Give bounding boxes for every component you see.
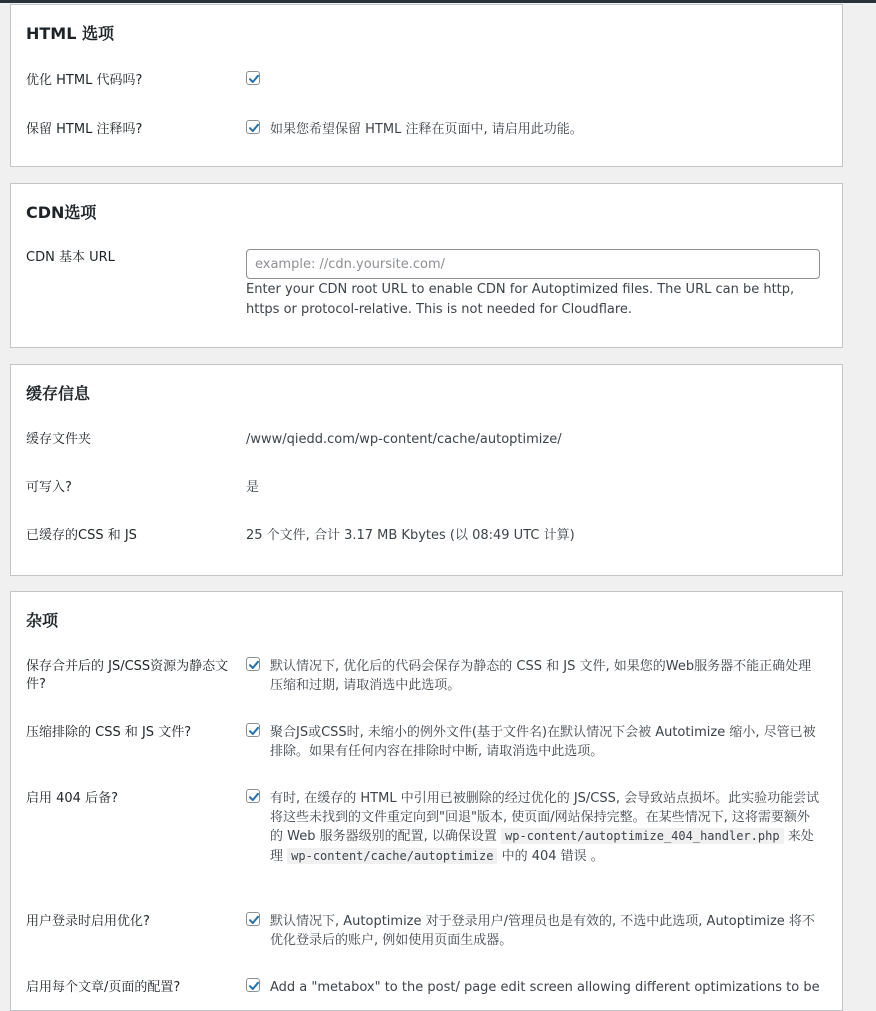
fallback-desc-part-1: 有时, 在缓存的 HTML 中引用已被删除的经过优化的 JS/CSS, 会导致站点损坏。此实验功能尝试将这些未找到的文件重定向到"回退"版本, 使页面/网站保持完整。在某些情况下, 这将需要额外的 Web 服务器级别的配置, 以确保设置 xyxy=(270,791,820,844)
logged-in-checkbox[interactable] xyxy=(246,912,260,926)
static-files-checkbox[interactable] xyxy=(246,657,260,671)
cdn-url-label: CDN 基本 URL xyxy=(26,250,115,265)
cdn-url-input[interactable] xyxy=(246,249,820,279)
html-options-title: HTML 选项 xyxy=(26,24,114,43)
keep-comments-description: 如果您希望保留 HTML 注释在页面中, 请启用此功能。 xyxy=(270,122,583,137)
fallback-handler-code: wp-content/autoptimize_404_handler.php xyxy=(501,828,784,844)
writable-label: 可写入? xyxy=(26,480,72,495)
cache-info-title: 缓存信息 xyxy=(26,384,91,403)
minify-excluded-description: 聚合JS或CSS时, 未缩小的例外文件(基于文件名)在默认情况下会被 Autotimize 缩小, 尽管已被排除。如果有任何内容在排除时中断, 请取消选中此选项。 xyxy=(270,725,816,759)
per-page-config-label: 启用每个文章/页面的配置? xyxy=(26,980,181,995)
logged-in-label: 用户登录时启用优化? xyxy=(26,914,150,929)
cdn-url-description: Enter your CDN root URL to enable CDN for Autoptimized files. The URL can be http, https or protocol-relative. This is not needed for Cloudflare. xyxy=(246,282,795,317)
minify-excluded-label: 压缩排除的 CSS 和 JS 文件? xyxy=(26,725,192,740)
cache-info-panel xyxy=(10,364,843,576)
per-page-config-checkbox[interactable] xyxy=(246,978,260,992)
per-page-config-description: Add a "metabox" to the post/ page edit screen allowing different optimizations to be xyxy=(270,980,820,995)
keep-comments-label: 保留 HTML 注释吗? xyxy=(26,122,143,137)
fallback-404-description xyxy=(270,790,822,866)
admin-top-bar xyxy=(0,0,876,3)
cached-files-value: 25 个文件, 合计 3.17 MB Kbytes (以 08:49 UTC 计算) xyxy=(246,528,575,543)
static-files-label: 保存合并后的 JS/CSS资源为静态文件? xyxy=(26,659,229,692)
logged-in-description: 默认情况下, Autoptimize 对于登录用户/管理员也是有效的, 不选中此选项, Autoptimize 将不优化登录后的账户, 例如使用页面生成器。 xyxy=(270,914,815,948)
optimize-html-label: 优化 HTML 代码吗? xyxy=(26,73,143,88)
fallback-404-label: 启用 404 后备? xyxy=(26,791,118,806)
static-files-description: 默认情况下, 优化后的代码会保存为静态的 CSS 和 JS 文件, 如果您的Web服务器不能正确处理压缩和过期, 请取消选中此选项。 xyxy=(270,659,812,693)
cdn-options-panel xyxy=(10,183,843,348)
cache-folder-value: /www/qiedd.com/wp-content/cache/autoptimize/ xyxy=(246,432,562,447)
fallback-desc-part-3: 中的 404 错误 。 xyxy=(501,848,604,864)
misc-title: 杂项 xyxy=(26,611,59,630)
writable-value: 是 xyxy=(246,480,260,495)
minify-excluded-checkbox[interactable] xyxy=(246,723,260,737)
cdn-options-title: CDN选项 xyxy=(26,203,97,222)
cache-folder-label: 缓存文件夹 xyxy=(26,432,92,447)
misc-panel xyxy=(10,591,843,1011)
keep-comments-checkbox[interactable] xyxy=(246,120,260,134)
html-options-panel xyxy=(10,4,843,167)
optimize-html-checkbox[interactable] xyxy=(246,71,260,85)
fallback-cache-path-code: wp-content/cache/autoptimize xyxy=(287,848,497,864)
fallback-desc-part-2: 来处理 xyxy=(270,829,814,864)
fallback-404-checkbox[interactable] xyxy=(246,789,260,803)
cached-files-label: 已缓存的CSS 和 JS xyxy=(26,528,137,543)
